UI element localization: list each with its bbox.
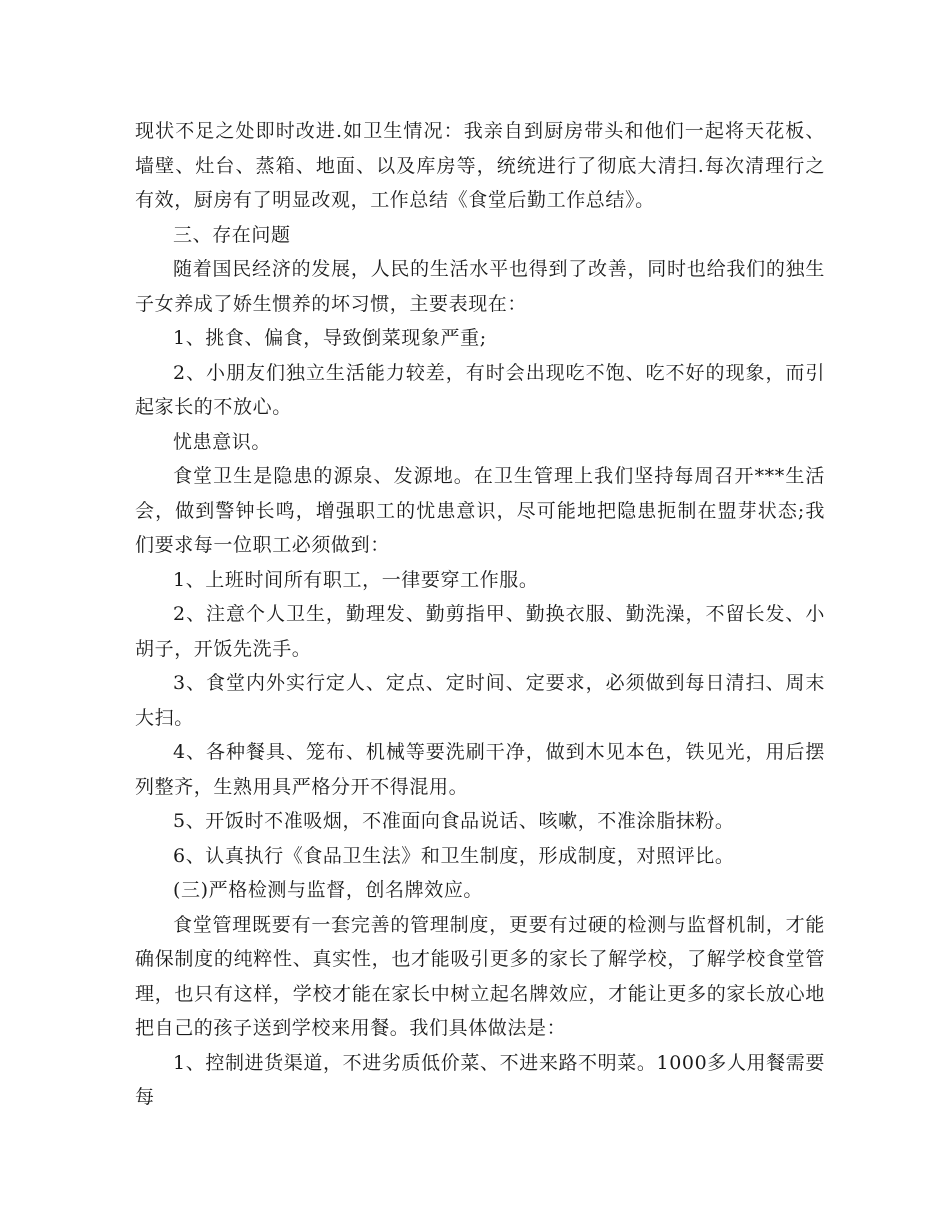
list-item-purchase-channels: 1、控制进货渠道，不进劣质低价菜、不进来路不明菜。1000多人用餐需要每 bbox=[135, 1051, 825, 1108]
list-item-tableware: 4、各种餐具、笼布、机械等要洗刷干净，做到木见本色，铁见光，用后摆列整齐，生熟用具严格分开不得混用。 bbox=[135, 741, 825, 798]
list-item-independence: 2、小朋友们独立生活能力较差，有时会出现吃不饱、吃不好的现象，而引起家长的不放心。 bbox=[135, 361, 825, 418]
section-heading-existing-problems: 三、存在问题 bbox=[173, 223, 291, 246]
paragraph-hygiene-risk: 食堂卫生是隐患的源泉、发源地。在卫生管理上我们坚持每周召开***生活会，做到警钟长鸣，增强职工的忧患意识，尽可能地把隐患扼制在盟芽状态;我们要求每一位职工必须做到： bbox=[135, 465, 825, 556]
paragraph-problems-intro: 随着国民经济的发展，人民的生活水平也得到了改善，同时也给我们的独生子女养成了娇生惯养的坏习惯，主要表现在： bbox=[135, 258, 825, 315]
subheading-inspection-supervision: (三)严格检测与监督，创名牌效应。 bbox=[173, 879, 484, 901]
list-item-personal-hygiene: 2、注意个人卫生，勤理发、勤剪指甲、勤换衣服、勤洗澡，不留长发、小胡子，开饭先洗手。 bbox=[135, 603, 825, 660]
list-item-cleaning-schedule: 3、食堂内外实行定人、定点、定时间、定要求，必须做到每日清扫、周末大扫。 bbox=[135, 672, 825, 729]
list-item-picky-eating: 1、挑食、偏食，导致倒菜现象严重; bbox=[173, 327, 487, 349]
list-item-work-clothes: 1、上班时间所有职工，一律要穿工作服。 bbox=[173, 568, 539, 591]
paragraph-continuation: 现状不足之处即时改进.如卫生情况：我亲自到厨房带头和他们一起将天花板、墙壁、灶台、蒸箱、地面、以及库房等，统统进行了彻底大清扫.每次清理行之有效，厨房有了明显改观，工作总结《食堂后勤工作总结》。 bbox=[135, 120, 825, 211]
paragraph-management-mechanism: 食堂管理既要有一套完善的管理制度，更要有过硬的检测与监督机制，才能确保制度的纯粹性、真实性，也才能吸引更多的家长了解学校，了解学校食堂管理，也只有这样，学校才能在家长中树立起名牌效应，才能让更多的家长放心地把自己的孩子送到学校来用餐。我们具体做法是： bbox=[135, 913, 825, 1039]
subheading-risk-awareness: 忧患意识。 bbox=[173, 430, 272, 453]
list-item-food-hygiene-law: 6、认真执行《食品卫生法》和卫生制度，形成制度，对照评比。 bbox=[173, 844, 735, 867]
document-body bbox=[135, 114, 825, 1115]
list-item-no-smoking: 5、开饭时不准吸烟，不准面向食品说话、咳嗽，不准涂脂抹粉。 bbox=[173, 810, 735, 832]
